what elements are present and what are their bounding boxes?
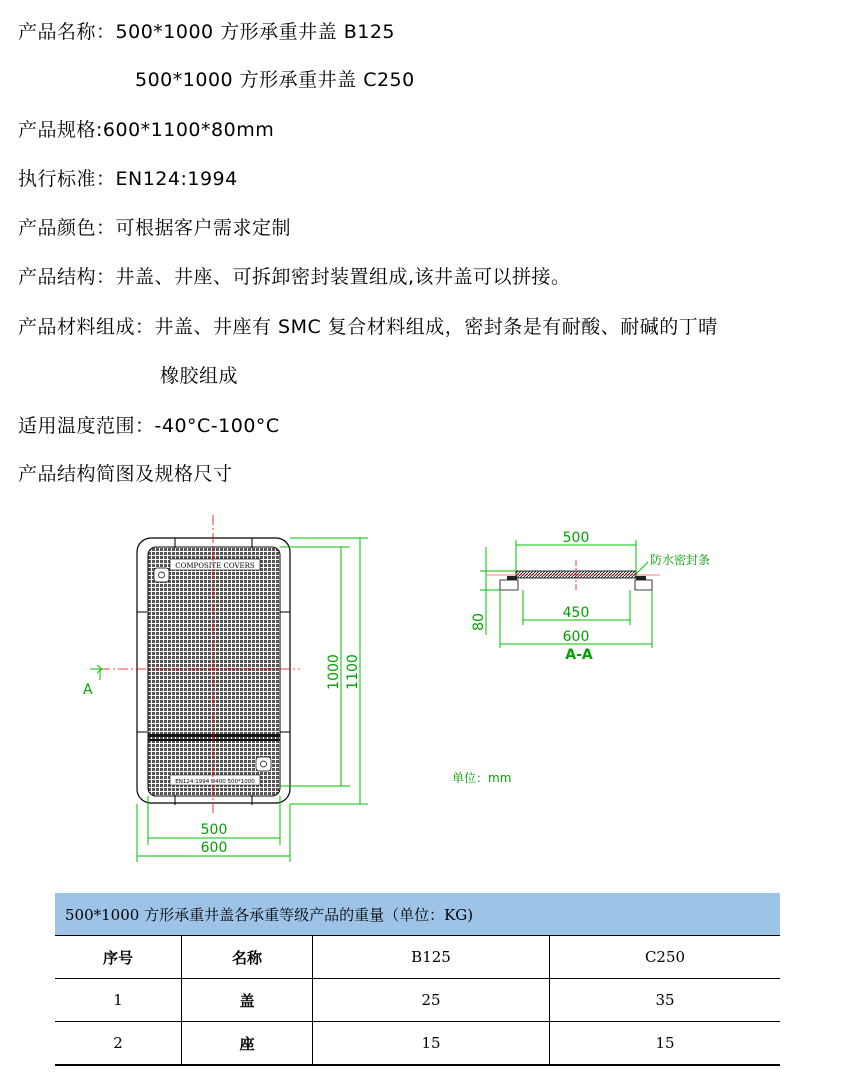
band-2 [148, 739, 280, 741]
row-b125: 15 [313, 1022, 550, 1066]
row-name: 盖 [182, 979, 313, 1022]
row-index: 1 [55, 979, 182, 1022]
header-index: 序号 [55, 936, 182, 979]
section-dim-600: 600 [562, 629, 590, 645]
product-name-b125: 500*1000 方形承重井盖 B125 [115, 21, 396, 43]
section-dim-500: 500 [562, 530, 590, 546]
section-dim-450: 450 [562, 605, 590, 621]
dim-600: 600 [200, 840, 228, 856]
weight-table [55, 893, 780, 1066]
row-c250: 35 [550, 979, 781, 1022]
unit-label: 单位：mm [452, 771, 512, 785]
spec-size: 产品规格:600*1100*80mm [18, 119, 275, 141]
table-caption: 500*1000 方形承重井盖各承重等级产品的重量（单位：KG) [55, 893, 780, 936]
spec-material: 产品材料组成：井盖、井座有 SMC 复合材料组成，密封条是有耐酸、耐碱的丁晴 [18, 316, 718, 338]
dim-1000: 1000 [326, 654, 342, 690]
section-frame-left [500, 580, 518, 590]
header-c250: C250 [550, 936, 781, 979]
spec-standard: 执行标准：EN124:1994 [18, 168, 238, 190]
header-name: 名称 [182, 936, 313, 979]
section-mark: A [83, 682, 93, 698]
lift-hole-top [154, 568, 169, 582]
dim-500: 500 [200, 822, 228, 838]
row-b125: 25 [313, 979, 550, 1022]
table-row [55, 1022, 780, 1066]
product-name-c250: 500*1000 方形承重井盖 C250 [135, 69, 415, 91]
name-label: 产品名称： [18, 21, 116, 43]
cover-text: COMPOSITE COVERS [175, 562, 255, 570]
spec-material-cont: 橡胶组成 [160, 365, 239, 387]
row-c250: 15 [550, 1022, 781, 1066]
lift-hole-bottom [256, 757, 271, 771]
cover-bottom-text: EN124:1994 D400 500*1000 [175, 779, 255, 785]
table-header-row [55, 936, 780, 979]
row-index: 2 [55, 1022, 182, 1066]
section-title: A-A [565, 647, 593, 663]
section-seal-label: 防水密封条 [650, 553, 711, 567]
header-b125: B125 [313, 936, 550, 979]
band-1 [148, 734, 280, 737]
dim-1100: 1100 [345, 654, 361, 690]
spec-temperature: 适用温度范围：-40°C-100°C [18, 415, 280, 437]
section-dim-80: 80 [471, 613, 487, 631]
section-view [486, 560, 660, 592]
table-row [55, 979, 780, 1022]
row-name: 座 [182, 1022, 313, 1066]
spec-structure: 产品结构：井盖、井座、可拆卸密封装置组成,该井盖可以拼接。 [18, 266, 571, 288]
section-frame-right [635, 580, 652, 590]
spec-color: 产品颜色：可根据客户需求定制 [18, 217, 292, 239]
diagram-heading: 产品结构简图及规格尺寸 [18, 463, 233, 485]
